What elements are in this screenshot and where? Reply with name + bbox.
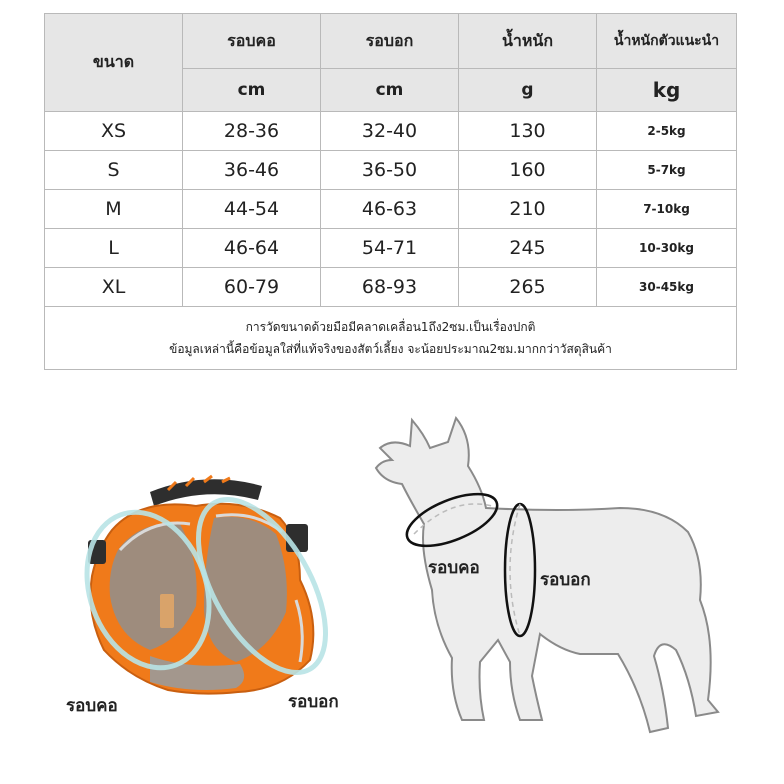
chest-cell: 46-63 — [321, 190, 459, 229]
table-row — [45, 229, 737, 268]
recommended-weight-cell: 5-7kg — [597, 151, 737, 190]
recommended-weight-header: น้ำหนักตัวแนะนำ — [597, 14, 737, 69]
table-row — [45, 151, 737, 190]
weight-header: น้ำหนัก — [459, 14, 597, 69]
weight-cell: 130 — [459, 112, 597, 151]
size-cell: M — [45, 190, 183, 229]
dog-neck-label: รอบคอ — [428, 558, 480, 578]
size-cell: XL — [45, 268, 183, 307]
measurement-illustration — [0, 400, 784, 784]
recommended-weight-cell: 2-5kg — [597, 112, 737, 151]
chest-cell: 54-71 — [321, 229, 459, 268]
recommended-weight-unit: kg — [597, 69, 737, 112]
chest-cell: 32-40 — [321, 112, 459, 151]
note-line-2: ข้อมูลเหล่านี้คือข้อมูลใส่ที่แท้จริงของสัตว์เลี้ยง จะน้อยประมาณ2ซม.มากกว่าวัสดุสินค้า — [169, 342, 612, 356]
weight-cell: 265 — [459, 268, 597, 307]
size-cell: XS — [45, 112, 183, 151]
recommended-weight-cell: 10-30kg — [597, 229, 737, 268]
weight-cell: 245 — [459, 229, 597, 268]
chest-header: รอบอก — [321, 14, 459, 69]
neck-cell: 44-54 — [183, 190, 321, 229]
neck-cell: 36-46 — [183, 151, 321, 190]
table-row — [45, 190, 737, 229]
illustration-canvas — [0, 400, 784, 784]
chest-cell: 68-93 — [321, 268, 459, 307]
chest-cell: 36-50 — [321, 151, 459, 190]
chest-unit: cm — [321, 69, 459, 112]
dog-chest-label: รอบอก — [540, 570, 591, 590]
harness-image — [66, 476, 351, 694]
size-header: ขนาด — [45, 14, 183, 112]
weight-cell: 210 — [459, 190, 597, 229]
neck-unit: cm — [183, 69, 321, 112]
neck-cell: 60-79 — [183, 268, 321, 307]
table-row — [45, 112, 737, 151]
recommended-weight-cell: 7-10kg — [597, 190, 737, 229]
weight-cell: 160 — [459, 151, 597, 190]
harness-chest-label: รอบอก — [288, 692, 339, 712]
measurement-note — [45, 307, 737, 370]
weight-unit: g — [459, 69, 597, 112]
note-line-1: การวัดขนาดด้วยมือมีคลาดเคลื่อน1ถึง2ซม.เป็นเรื่องปกติ — [245, 320, 536, 334]
neck-header: รอบคอ — [183, 14, 321, 69]
harness-neck-label: รอบคอ — [66, 696, 118, 716]
size-cell: S — [45, 151, 183, 190]
size-chart-table — [44, 13, 736, 385]
neck-cell: 28-36 — [183, 112, 321, 151]
neck-cell: 46-64 — [183, 229, 321, 268]
recommended-weight-cell: 30-45kg — [597, 268, 737, 307]
size-cell: L — [45, 229, 183, 268]
table-row — [45, 268, 737, 307]
